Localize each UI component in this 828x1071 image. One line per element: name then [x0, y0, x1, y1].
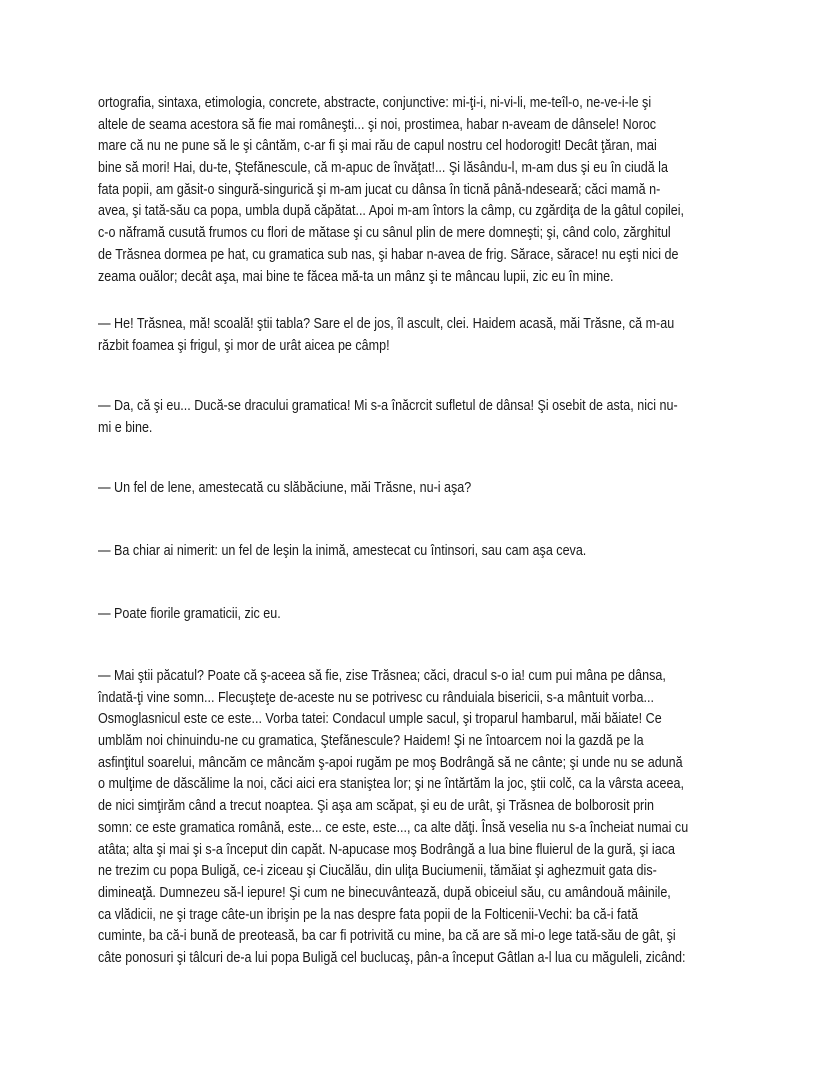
- text-line: bine să mori! Hai, du-te, Ştefănescule, că m-apuc de învăţat!... Şi lăsându-l, m-am dus şi eu în ciudă la: [98, 160, 668, 177]
- text-line: altele de seama acestora să fie mai româneşti... şi noi, prostimea, habar n-aveam de dânsele! Noroc: [98, 116, 657, 133]
- paragraph: [98, 396, 738, 439]
- text-line: Osmoglasnicul este ce este... Vorba tatei: Condacul umple sacul, şi troparul hambarul, măi băiate! Ce: [98, 711, 662, 728]
- text-line: mi e bine.: [98, 419, 153, 436]
- text-line: ne trezim cu popa Buligă, ce-i ziceau şi Ciucălău, din uliţa Buciumenii, tămăiat şi aghezmuit gata dis-: [98, 863, 657, 880]
- text-line: — Un fel de lene, amestecată cu slăbăciune, măi Trăsne, nu-i aşa?: [98, 480, 472, 496]
- text-line: fata popii, am găsit-o singură-singurică şi m-am jucat cu dânsa în ticnă până-ndeseară; căci mamă n-: [98, 181, 661, 198]
- text-line: de Trăsnea dormea pe hat, cu gramatica sub nas, şi habar n-avea de frig. Sărace, sărace! nu eşti nici de: [98, 246, 679, 263]
- text-line: ca vlădicii, ne şi trage câte-un ibrişin pe la nas despre fata popii de la Folticenii-Vechi: ba că-i fată: [98, 906, 638, 923]
- text-line: de nici simţirăm când a trecut noaptea. Şi aşa am scăpat, şi eu de urât, şi Trăsnea de bolborosit prin: [98, 798, 655, 815]
- paragraph: [98, 666, 738, 970]
- text-line: — Da, că şi eu... Ducă-se dracului gramatica! Mi s-a înăcrcit sufletul de dânsa! Şi osebit de asta, nici nu-: [98, 398, 678, 414]
- paragraph: [98, 604, 738, 626]
- text-line: o mulţime de dăscălime la noi, căci aici era staniştea lor; şi ne întărtăm la joc, ştii colč, ca la vârsta aceea,: [98, 776, 684, 793]
- text-line: — Ba chiar ai nimerit: un fel de leşin la inimă, amestecat cu întinsori, sau cam aşa ceva.: [98, 543, 587, 559]
- text-line: umblăm noi chinuindu-ne cu gramatica, Ştefănescule? Haidem! Şi ne întoarcem noi la gazdă pe la: [98, 733, 644, 750]
- text-line: zeama ouălor; decât aşa, mai bine te făcea mă-ta un mânz şi te mâncau lupii, zic eu în mine.: [98, 268, 614, 285]
- text-line: — He! Trăsnea, mă! scoală! ştii tabla? Sare el de jos, îl ascult, clei. Haidem acasă, măi Trăsne, că m-au: [98, 316, 675, 332]
- paragraph: [98, 478, 738, 500]
- text-line: ortografia, sintaxa, etimologia, concrete, abstracte, conjunctive: mi-ţi-i, ni-vi-li, me-teîl-o, ne-ve-i-le şi: [98, 95, 652, 111]
- text-line: câte ponosuri şi tâlcuri de-a lui popa Buligă cel buclucaş, pân-a început Gâtlan a-l lua cu măguleli, zicând:: [98, 949, 686, 966]
- text-line: somn: ce este gramatica română, este... ce este, este..., ca alte dăţi. Însă veselia nu s-a încheiat numai cu: [98, 819, 689, 836]
- text-line: mare că nu ne pune să le şi cântăm, c-ar fi şi mai rău de capul nostru cel hodorogit! Decât ţăran, mai: [98, 138, 657, 155]
- text-line: c-o năframă cusută frumos cu flori de mătase şi cu sânul plin de mere domneşti; şi, când colo, zărghitul: [98, 225, 671, 242]
- text-line: — Mai ştii păcatul? Poate că ş-aceea să fie, zise Trăsnea; căci, dracul s-o ia! cum pui mâna pe dânsa,: [98, 668, 666, 684]
- paragraph: [98, 541, 738, 563]
- text-line: dimineaţă. Dumnezeu să-l iepure! Şi cum ne binecuvântează, după obiceiul său, cu amândouă mâinile,: [98, 884, 671, 901]
- text-line: cuminte, ba că-i bună de preoteasă, ba car fi potrivită cu mine, ba că are să mi-o lege tată-său de gât, şi: [98, 928, 676, 945]
- text-line: asfinţitul soarelui, mâncăm ce mâncăm ş-apoi rugăm pe moş Bodrângă să ne cânte; şi unde nu se adună: [98, 754, 683, 771]
- paragraph: [98, 314, 738, 357]
- paragraph: [98, 93, 738, 288]
- text-line: avea, şi tată-său ca popa, umbla după căpătat... Apoi m-am întors la câmp, cu zgărdiţa de la gâtul copilei,: [98, 203, 685, 220]
- text-line: răzbit foamea şi frigul, şi mor de urât aicea pe câmp!: [98, 337, 390, 354]
- text-line: îndată-ţi vine somn... Flecuşteţe de-aceste nu se potrivesc cu rânduiala bisericii, s-a mântuit vorba...: [98, 689, 654, 706]
- text-line: atâta; alta şi mai şi s-a început din capăt. N-apucase moş Bodrângă a lua bine fluierul de la gură, şi iaca: [98, 841, 675, 858]
- text-line: — Poate fiorile gramaticii, zic eu.: [98, 606, 281, 622]
